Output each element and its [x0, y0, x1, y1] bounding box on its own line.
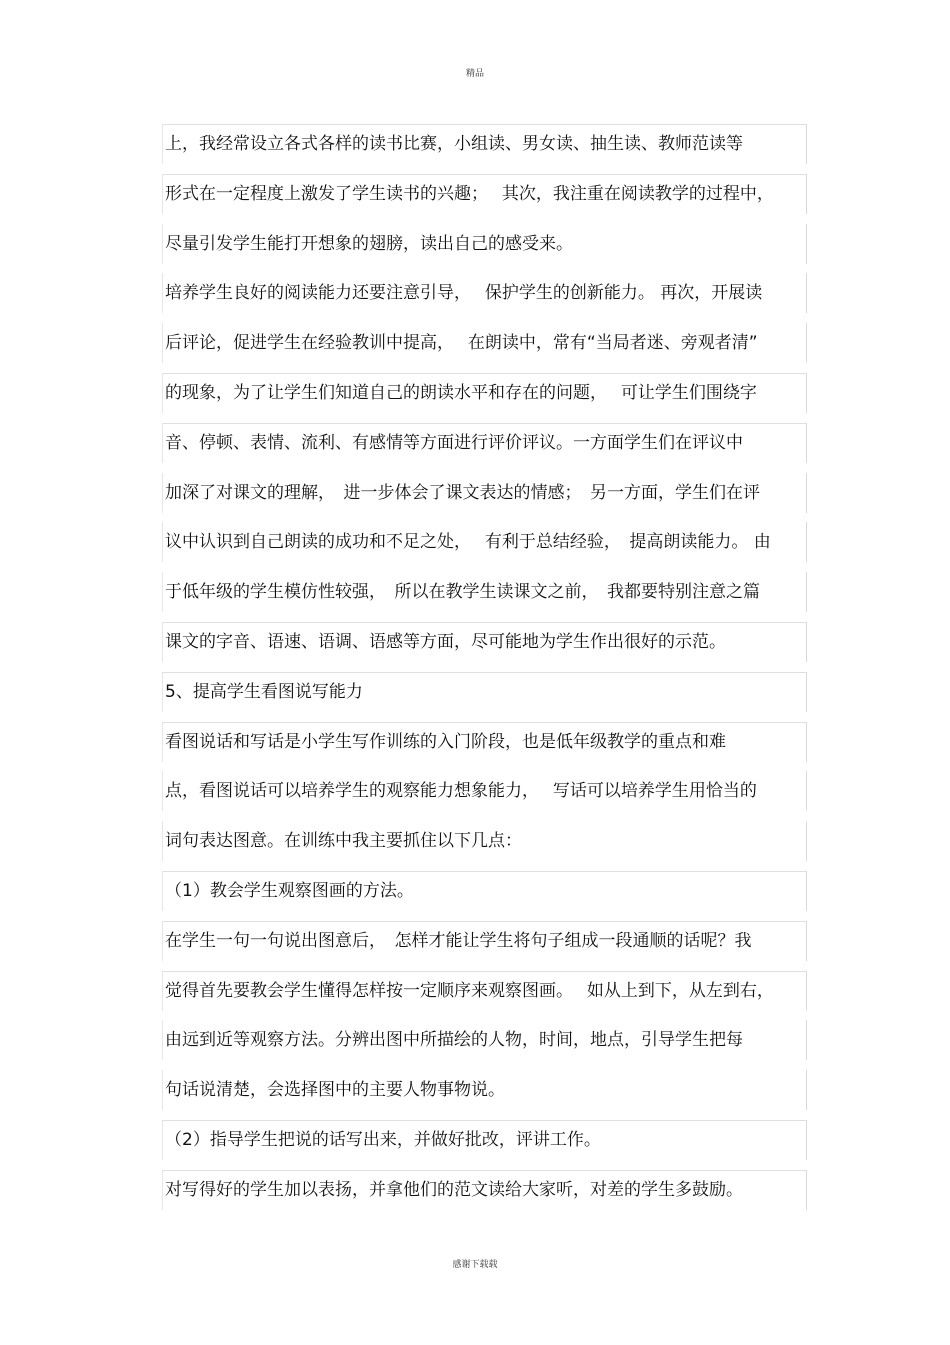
subsection-heading — [162, 871, 807, 911]
line-text: 看图说话和写话是小学生写作训练的入门阶段，也是低年级教学的重点和难 — [165, 731, 726, 752]
line-text: 在学生一句一句说出图意后， 怎样才能让学生将句子组成一段通顺的话呢？我 — [165, 930, 752, 951]
line-text: 培养学生良好的阅读能力还要注意引导， 保护学生的创新能力。 再次，开展读 — [165, 283, 763, 304]
subsection-heading — [162, 1120, 807, 1160]
text-line — [162, 373, 807, 413]
text-line — [162, 1070, 807, 1110]
text-line — [162, 622, 807, 662]
page-footer: 感谢下载载 — [452, 1260, 498, 1270]
line-text: 课文的字音、语速、语调、语感等方面，尽可能地为学生作出很好的示范。 — [165, 631, 726, 652]
line-text: 尽量引发学生能打开想象的翅膀，读出自己的感受来。 — [165, 233, 573, 254]
line-text: 音、停顿、表情、流利、有感情等方面进行评价评议。一方面学生们在评议中 — [165, 432, 743, 453]
line-text: 对写得好的学生加以表扬，并拿他们的范文读给大家听，对差的学生多鼓励。 — [165, 1179, 743, 1200]
page-header: 精品 — [465, 69, 484, 79]
line-text: 的现象，为了让学生们知道自己的朗读水平和存在的问题， 可让学生们围绕字 — [165, 382, 757, 403]
line-text: 点，看图说话可以培养学生的观察能力想象能力， 写话可以培养学生用恰当的 — [165, 781, 757, 802]
text-line — [162, 771, 807, 811]
line-text: 后评论，促进学生在经验教训中提高， 在朗读中，常有“当局者迷、旁观者清” — [165, 333, 758, 354]
text-line — [162, 174, 807, 214]
line-text: 词句表达图意。在训练中我主要抓住以下几点： — [165, 831, 522, 852]
text-line — [162, 423, 807, 463]
text-line — [162, 473, 807, 513]
line-text: 于低年级的学生模仿性较强， 所以在教学生读课文之前， 我都要特别注意之篇 — [165, 582, 760, 603]
text-line — [162, 921, 807, 961]
line-text: 形式在一定程度上激发了学生读书的兴趣； 其次，我注重在阅读教学的过程中， — [165, 183, 774, 204]
document-body — [162, 124, 807, 1220]
text-line — [162, 124, 807, 164]
text-line — [162, 1170, 807, 1210]
line-text: 议中认识到自己朗读的成功和不足之处， 有利于总结经验， 提高朗读能力。 由 — [165, 532, 771, 553]
line-text: 加深了对课文的理解， 进一步体会了课文表达的情感； 另一方面，学生们在评 — [165, 482, 760, 503]
line-text: 觉得首先要教会学生懂得怎样按一定顺序来观察图画。 如从上到下，从左到右， — [165, 980, 774, 1001]
text-line — [162, 224, 807, 264]
text-line — [162, 273, 807, 313]
heading-text: 5、提高学生看图说写能力 — [165, 681, 363, 702]
text-line — [162, 1020, 807, 1060]
text-line — [162, 971, 807, 1011]
line-text: 句话说清楚，会选择图中的主要人物事物说。 — [165, 1080, 505, 1101]
heading-text: （2）指导学生把说的话写出来，并做好批改，评讲工作。 — [165, 1129, 601, 1150]
line-text: 由远到近等观察方法。分辨出图中所描绘的人物，时间，地点，引导学生把每 — [165, 1030, 743, 1051]
text-line — [162, 522, 807, 562]
text-line — [162, 722, 807, 762]
text-line — [162, 323, 807, 363]
text-line — [162, 821, 807, 861]
text-line — [162, 572, 807, 612]
heading-text: （1）教会学生观察图画的方法。 — [165, 880, 414, 901]
section-heading — [162, 672, 807, 712]
line-text: 上，我经常设立各式各样的读书比赛，小组读、男女读、抽生读、教师范读等 — [165, 134, 743, 154]
